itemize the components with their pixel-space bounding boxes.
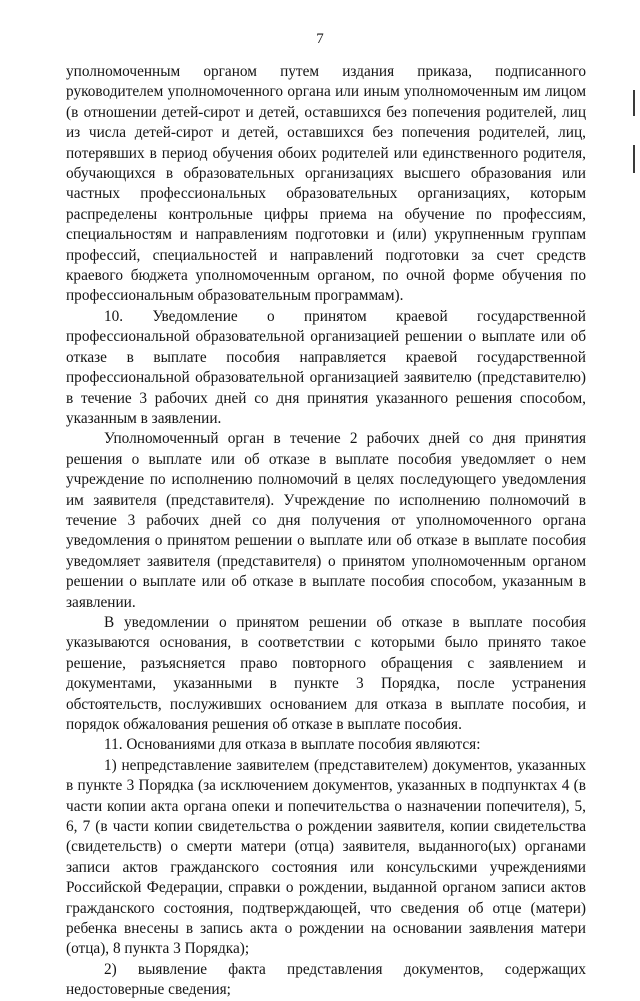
scan-margin-mark bbox=[633, 90, 635, 116]
paragraph-subitem-2: 2) выявление факта представления документов, содержащих недостоверные сведения; bbox=[66, 960, 586, 999]
paragraph-subitem-1: 1) непредставление заявителем (представителем) документов, указанных в пункте 3 Порядка (за исключением документов, указанных в подпунктах 4 (в части копии акта органа опеки и попечительства о назначении попечителя), 5, 6, 7 (в части копии свидетельства о рождении заявителя, копии свидетельства (свидетельств) о смерти матери (отца) заявителя, выданного(ых) органами записи актов гражданского состояния или консульскими учреждениями Российской Федерации, справки о рождении, выданной органом записи актов гражданского состояния, подтверждающей, что сведения об отце (матери) ребенка внесены в запись акта о рождении на основании заявления матери (отца), 8 пункта 3 Порядка); bbox=[66, 756, 586, 958]
page-number: 7 bbox=[316, 31, 324, 47]
scan-margin-mark bbox=[633, 145, 635, 173]
paragraph-continuation: уполномоченным органом путем издания приказа, подписанного руководителем уполномоченного органа или иным уполномоченным им лицом (в отношении детей-сирот и детей, оставшихся без попечения родителей, лиц из числа детей-сирот и детей, оставшихся без попечения родителей, лиц, потерявших в период обучения обоих родителей или единственного родителя, обучающихся в образовательных организациях высшего образования или частных профессиональных образовательных организациях, которым распределены контрольные цифры приема на обучение по профессиям, специальностям и направлениям подготовки и (или) укрупненным группам профессий, специальностей и направлений подготовки за счет средств краевого бюджета уполномоченным органом, по очной форме обучения по профессиональным образовательным программам). bbox=[66, 63, 586, 305]
document-body bbox=[66, 62, 586, 1001]
paragraph-authorized-body-notice: Уполномоченный орган в течение 2 рабочих дней со дня принятия решения о выплате или об отказе в выплате пособия уведомляет о нем учреждение по исполнению полномочий в целях последующего уведомления им заявителя (представителя). Учреждение по исполнению полномочий в течение 3 рабочих дней со дня получения от уполномоченного органа уведомления о принятом решении о выплате или об отказе в выплате пособия уведомляет заявителя (представителя) о принятом уполномоченным органом решении о выплате или об отказе в выплате пособия способом, указанным в заявлении. bbox=[66, 430, 586, 611]
paragraph-item-11: 11. Основаниями для отказа в выплате пособия являются: bbox=[104, 736, 481, 754]
paragraph-refusal-notice: В уведомлении о принятом решении об отказе в выплате пособия указываются основания, в соответствии с которыми было принято такое решение, разъясняется право повторного обращения с заявлением и документами, указанными в пункте 3 Порядка, после устранения обстоятельств, послуживших основанием для отказа в выплате пособия, и порядок обжалования решения об отказе в выплате пособия. bbox=[66, 613, 586, 733]
paragraph-item-10: 10. Уведомление о принятом краевой государственной профессиональной образовательной организацией решении о выплате или об отказе в выплате пособия направляется краевой государственной профессиональной образовательной организацией заявителю (представителю) в течение 3 рабочих дней со дня принятия указанного решения способом, указанным в заявлении. bbox=[66, 307, 586, 427]
